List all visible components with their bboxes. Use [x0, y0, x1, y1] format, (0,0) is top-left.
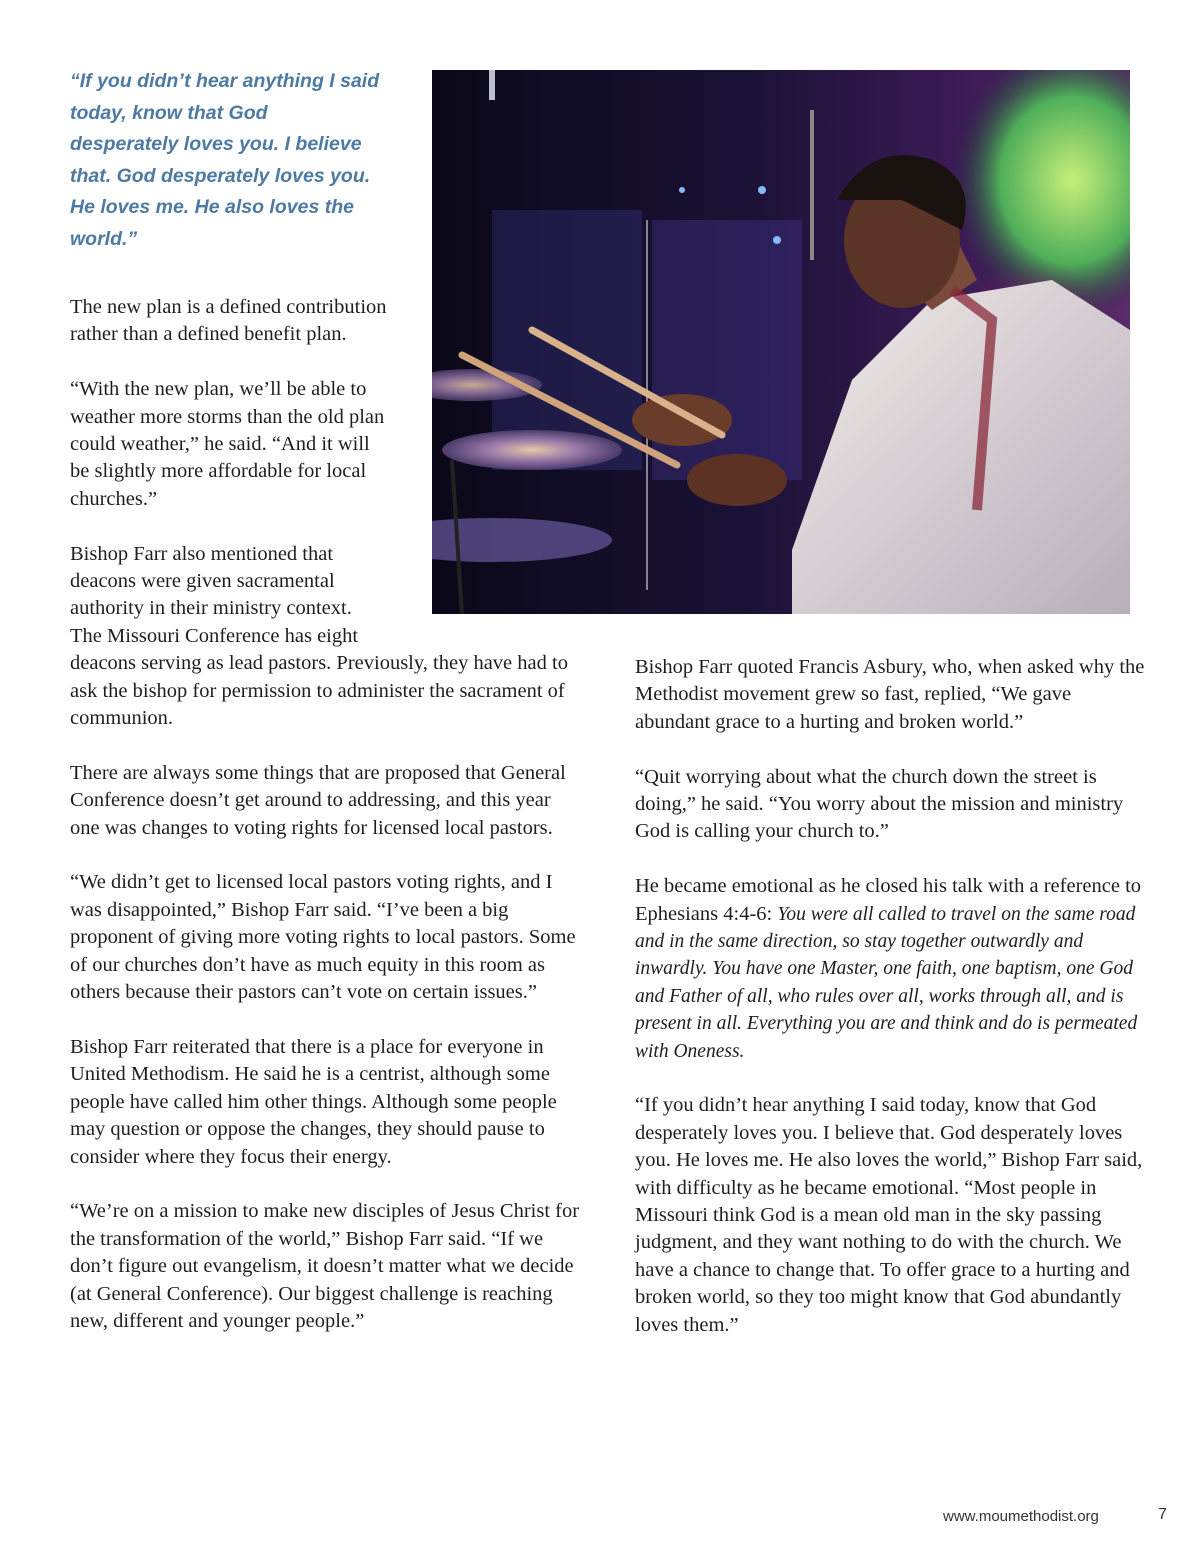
paragraph-deacons-wide: deacons serving as lead pastors. Previously, they have had to ask the bishop for permission to administer the sacrament of communion.	[70, 652, 568, 730]
paragraph-god-loves-you: “If you didn’t hear anything I said today, know that God desperately loves you. I believe that. God desperately loves you. He loves me. He also loves the world,” Bishop Farr said, with difficulty as he became emotional. “Most people in Missouri think God is a mean old man in the sky passing judgment, and they want nothing to do with the church. We have a chance to change that. To offer grace to a hurting and broken world, so they too might know that God abundantly loves them.”	[635, 1094, 1143, 1336]
ephesians-scripture: You were all called to travel on the same road and in the same direction, so stay together outwardly and inwardly. You have one Master, one faith, one baptism, one God and Father of all, who rules over all, works through all, and is present in all. Everything you are and think and do is permeated with Oneness.	[635, 903, 1138, 1062]
paragraph-quit-worrying: “Quit worrying about what the church down the street is doing,” he said. “You worry about the mission and ministry God is calling your church to.”	[635, 765, 1124, 843]
paragraph-plan: The new plan is a defined contribution rather than a defined benefit plan.	[70, 296, 387, 346]
paragraph-asbury: Bishop Farr quoted Francis Asbury, who, when asked why the Methodist movement grew so fast, replied, “We gave abundant grace to a hurting and broken world.”	[635, 656, 1145, 733]
page-number: 7	[1158, 1506, 1167, 1523]
right-column	[635, 654, 1150, 1367]
left-column	[70, 294, 580, 1363]
paragraph-deacons-narrow: Bishop Farr also mentioned that deacons were given sacramental authority in their ministry context. The Missouri Conference has eight	[70, 542, 359, 647]
paragraph-weather-storms: “With the new plan, we’ll be able to weather more storms than the old plan could weather,” he said. “And it will be slightly more affordable for local churches.”	[70, 378, 385, 510]
pull-quote: “If you didn’t hear anything I said today, know that God desperately loves you. I believe that. God desperately loves you. He loves me. He also loves the world.”	[70, 70, 380, 250]
paragraph-mission: “We’re on a mission to make new disciples of Jesus Christ for the transformation of the world,” Bishop Farr said. “If we don’t figure out evangelism, it doesn’t matter what we decide (at General Conference). Our biggest challenge is reaching new, different and younger people.”	[70, 1200, 580, 1332]
paragraph-ephesians	[635, 873, 1150, 1065]
ephesians-intro: He became emotional as he closed his talk with a reference to Ephesians 4:4-6:	[635, 875, 1142, 925]
paragraph-general-conference: There are always some things that are proposed that General Conference doesn’t get around to addressing, and this year one was changes to voting rights for licensed local pastors.	[70, 761, 566, 839]
footer-url-link[interactable]: www.moumethodist.org	[943, 1508, 1099, 1525]
paragraph-centrist: Bishop Farr reiterated that there is a place for everyone in United Methodism. He said he is a centrist, although some people have called him other things. Although some people may question or oppose the changes, they should pause to consider where they focus their energy.	[70, 1035, 557, 1168]
paragraph-voting-rights: “We didn’t get to licensed local pastors voting rights, and I was disappointed,” Bishop Farr said. “I’ve been a big proponent of giving more voting rights to local pastors. Some of our churches don’t have as much equity in this room as others because their pastors can’t vote on certain issues.”	[70, 871, 576, 1004]
paragraph-deacons	[70, 541, 580, 733]
